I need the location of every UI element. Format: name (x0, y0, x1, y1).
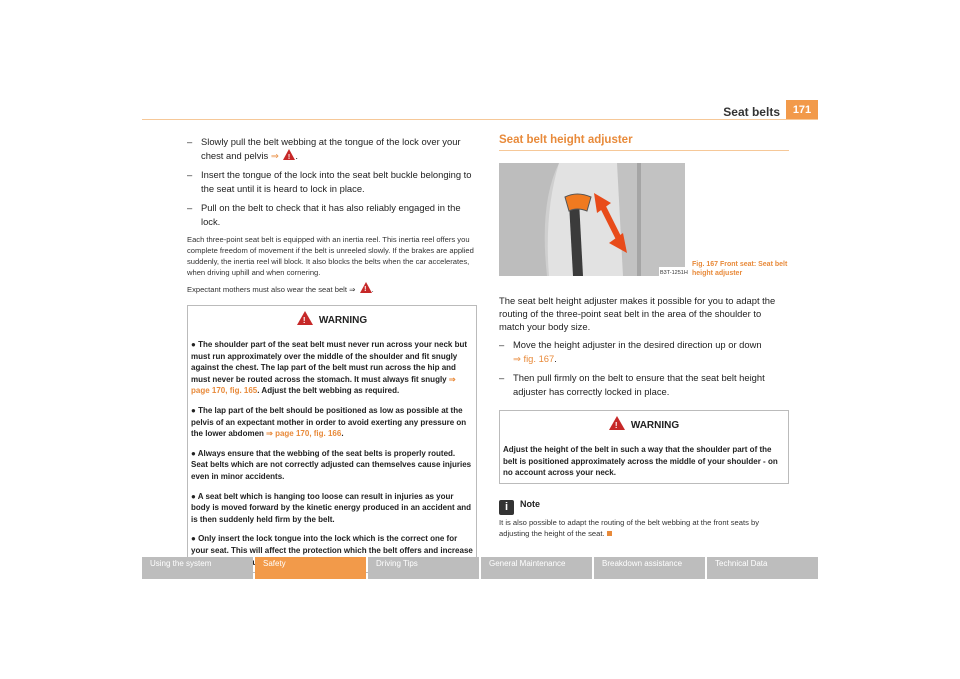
warning-heading: ! WARNING (500, 411, 788, 436)
right-column (499, 134, 789, 165)
warning-bullet: ● The lap part of the belt should be positioned as low as possible at the pelvis of an expectant mother in order to avoid exerting any pressure on the lower abdomen ⇒ page 170, fig. 166. (191, 405, 467, 439)
section-title: Seat belt height adjuster (499, 134, 633, 146)
page-reference-link[interactable]: ⇒ page 170, fig. 166 (266, 429, 342, 439)
warning-bullet: ● A seat belt which is hanging too loose can result in injuries as your body is moved forward by the kinetic energy produced in an accident and is then suddenly held firm by the belt. (191, 491, 472, 524)
instruction-step: – Insert the tongue of the lock into the seat belt buckle belonging to the seat until it is heard to lock in place. (187, 169, 472, 194)
seat-belt-illustration (499, 163, 688, 276)
figure-reference-link[interactable]: ⇒ fig. 167 (513, 352, 555, 364)
warning-box (187, 305, 477, 573)
left-column (187, 135, 477, 573)
warning-icon[interactable]: ! (360, 282, 372, 293)
figure-code: B3T-1251H (660, 270, 688, 276)
tab-safety[interactable]: Safety (255, 557, 366, 579)
tab-driving-tips[interactable]: Driving Tips (368, 557, 479, 579)
expectant-mothers-paragraph: Expectant mothers must also wear the seat belt ⇒ ! . (187, 282, 477, 295)
warning-heading: ! WARNING (188, 306, 476, 331)
note-heading: i Note (499, 498, 789, 515)
right-body (499, 294, 789, 543)
tab-technical-data[interactable]: Technical Data (707, 557, 818, 579)
page-reference-link[interactable]: ⇒ page 170, fig. 165 (191, 374, 456, 396)
warning-box (499, 410, 789, 484)
inertia-reel-paragraph: Each three-point seat belt is equipped with an inertia reel. This inertia reel offers you complete freedom of movement if the belt is unreeled slowly. If the brakes are applied suddenly, the inertia reel will block. It also blocks the belts when the car accelerates, when driving uphill and when cornering. (187, 235, 474, 277)
tab-using-the-system[interactable]: Using the system (142, 557, 253, 579)
warning-bullet: ● The shoulder part of the seat belt must never run across your neck but must run approximately over the middle of the shoulder and fit snugly against the chest. The lap part of the belt must run across the hip and must never be routed across the stomach. It must always fit snugly ⇒ page 170, fig. 165. Adjust the belt webbing as required. (191, 340, 468, 396)
end-marker-icon (607, 531, 612, 536)
tab-breakdown-assistance[interactable]: Breakdown assistance (594, 557, 705, 579)
running-header-title: Seat belts (723, 105, 780, 119)
footer-navigation (142, 557, 818, 579)
note-text: It is also possible to adapt the routing of the belt webbing at the front seats by adjusting the height of the seat. (499, 517, 760, 538)
instruction-step: – Pull on the belt to check that it has also reliably engaged in the lock. (187, 202, 461, 227)
tab-general-maintenance[interactable]: General Maintenance (481, 557, 592, 579)
figure-seat-belt-adjuster (499, 163, 688, 276)
intro-paragraph: The seat belt height adjuster makes it possible for you to adapt the routing of the three-point seat belt in the area of the shoulder to match your body size. (499, 295, 776, 332)
instruction-step: – Slowly pull the belt webbing at the tongue of the lock over your chest and pelvis ⇒ ! . (187, 136, 461, 161)
info-icon: i (499, 500, 514, 515)
page-number: 171 (786, 100, 818, 120)
warning-triangle-icon: ! (297, 311, 313, 325)
warning-bullet: ● Only insert the lock tongue into the lock which is the correct one for your seat. This will affect the protection which the belt offers and increase (188, 533, 476, 568)
instruction-step: – Then pull firmly on the belt to ensure that the seat belt height adjuster has correctly locked in place. (499, 372, 765, 397)
figure-caption: Fig. 167 Front seat: Seat belt height adjuster (692, 261, 788, 277)
warning-triangle-icon: ! (609, 416, 625, 430)
header-rule (142, 119, 818, 120)
warning-text: Adjust the height of the belt in such a way that the shoulder part of the belt is positioned approximately across the middle of your shoulder - on no account across your neck. (503, 445, 778, 478)
instruction-step: – Move the height adjuster in the desired direction up or down ⇒ fig. 167. (499, 339, 762, 364)
section-rule (499, 150, 789, 151)
warning-bullet: ● Always ensure that the webbing of the seat belts is properly routed. Seat belts which are not correctly adjusted can themselves cause injuries even in minor accidents. (191, 448, 472, 481)
warning-icon[interactable]: ! (283, 149, 295, 160)
